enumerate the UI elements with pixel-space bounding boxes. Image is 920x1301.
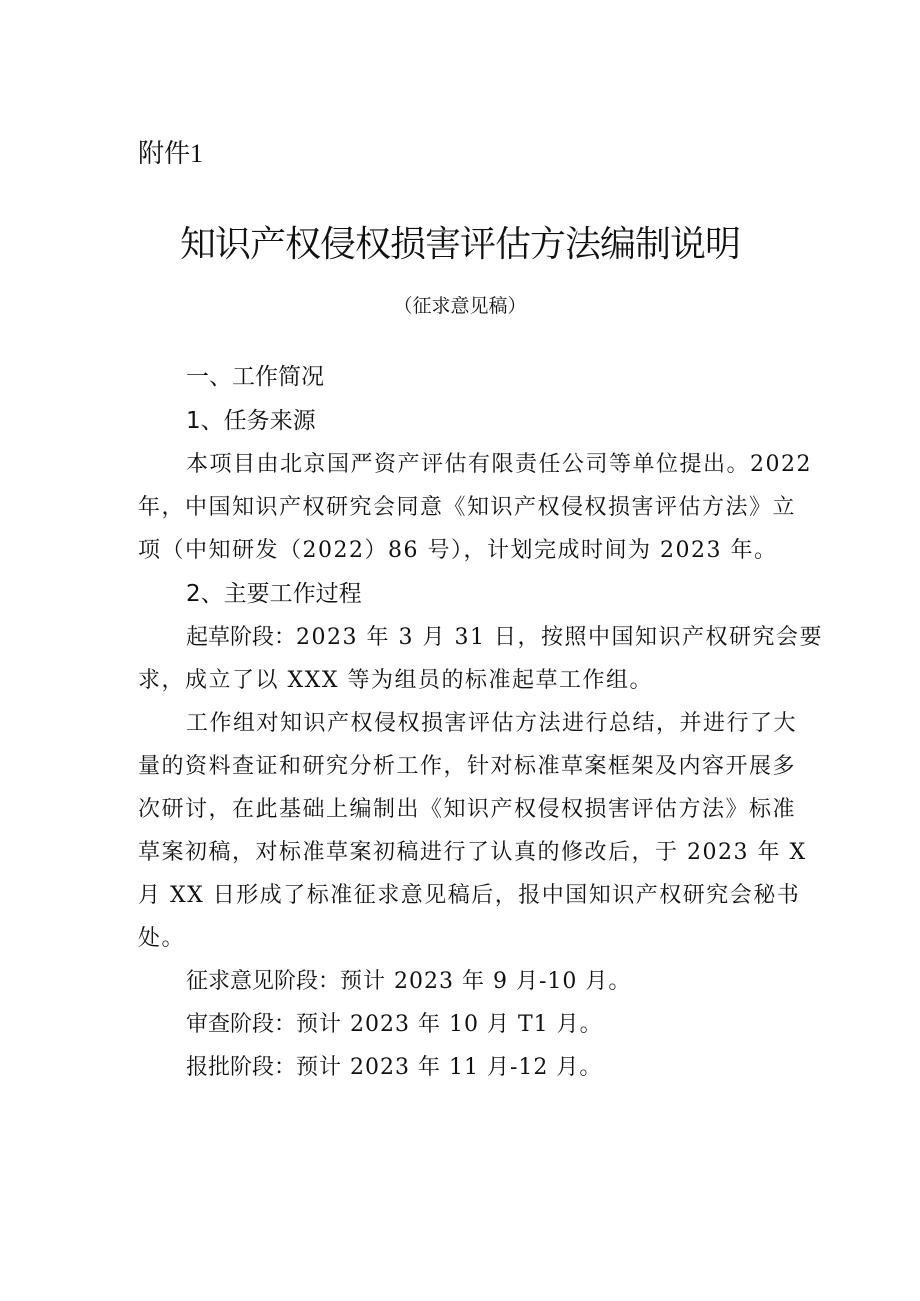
document-title: 知识产权侵权损害评估方法编制说明 [179, 224, 740, 265]
paragraph-line: 工作组对知识产权侵权损害评估方法进行总结，并进行了大 [186, 711, 798, 736]
document-subtitle: （征求意见稿） [393, 295, 527, 317]
stage-solicit-opinions [138, 960, 788, 1003]
task-source-paragraph [138, 443, 812, 572]
drafting-stage-paragraph [138, 616, 823, 702]
paragraph-line: 本项目由北京国严资产评估有限责任公司等单位提出。2022 [186, 452, 812, 477]
stage-review [138, 1003, 788, 1046]
subsection-heading-main-work-process: 2、主要工作过程 [186, 581, 362, 607]
attachment-label [138, 138, 203, 170]
stage-text: 预计 2023 年 11 月-12 月。 [296, 1055, 603, 1080]
paragraph-line: 草案初稿，对标准草案初稿进行了认真的修改后，于 2023 年 X [138, 840, 807, 865]
paragraph-line: 月 XX 日形成了标准征求意见稿后，报中国知识产权研究会秘书 [138, 883, 801, 908]
paragraph-line [138, 616, 823, 659]
section-heading-work-overview: 一、工作简况 [186, 364, 324, 390]
stage-label: 征求意见阶段： [186, 969, 341, 994]
stage-label: 报批阶段： [186, 1055, 297, 1080]
stage-text: 预计 2023 年 10 月 T1 月。 [296, 1012, 603, 1037]
work-group-paragraph [138, 702, 807, 960]
attachment-number: 1 [190, 139, 204, 168]
paragraph-line: 求，成立了以 XXX 等为组员的标准起草工作组。 [138, 668, 653, 693]
drafting-stage-text: 2023 年 3 月 31 日，按照中国知识产权研究会要 [296, 625, 823, 650]
paragraph-line: 量的资料查证和研究分析工作，针对标准草案框架及内容开展多 [138, 754, 797, 779]
paragraph-line: 次研讨，在此基础上编制出《知识产权侵权损害评估方法》标准 [138, 797, 797, 822]
paragraph-line: 处。 [138, 926, 186, 951]
document-body [138, 355, 823, 1089]
drafting-stage-label: 起草阶段： [186, 625, 297, 650]
attachment-text: 附件 [138, 139, 191, 169]
subsection-heading-task-source: 1、任务来源 [186, 408, 316, 434]
stage-label: 审查阶段： [186, 1012, 297, 1037]
paragraph-line: 项（中知研发（2022）86 号），计划完成时间为 2023 年。 [138, 538, 778, 563]
stage-approval [138, 1046, 788, 1089]
stage-text: 预计 2023 年 9 月-10 月。 [340, 969, 632, 994]
paragraph-line: 年，中国知识产权研究会同意《知识产权侵权损害评估方法》立 [138, 495, 797, 520]
